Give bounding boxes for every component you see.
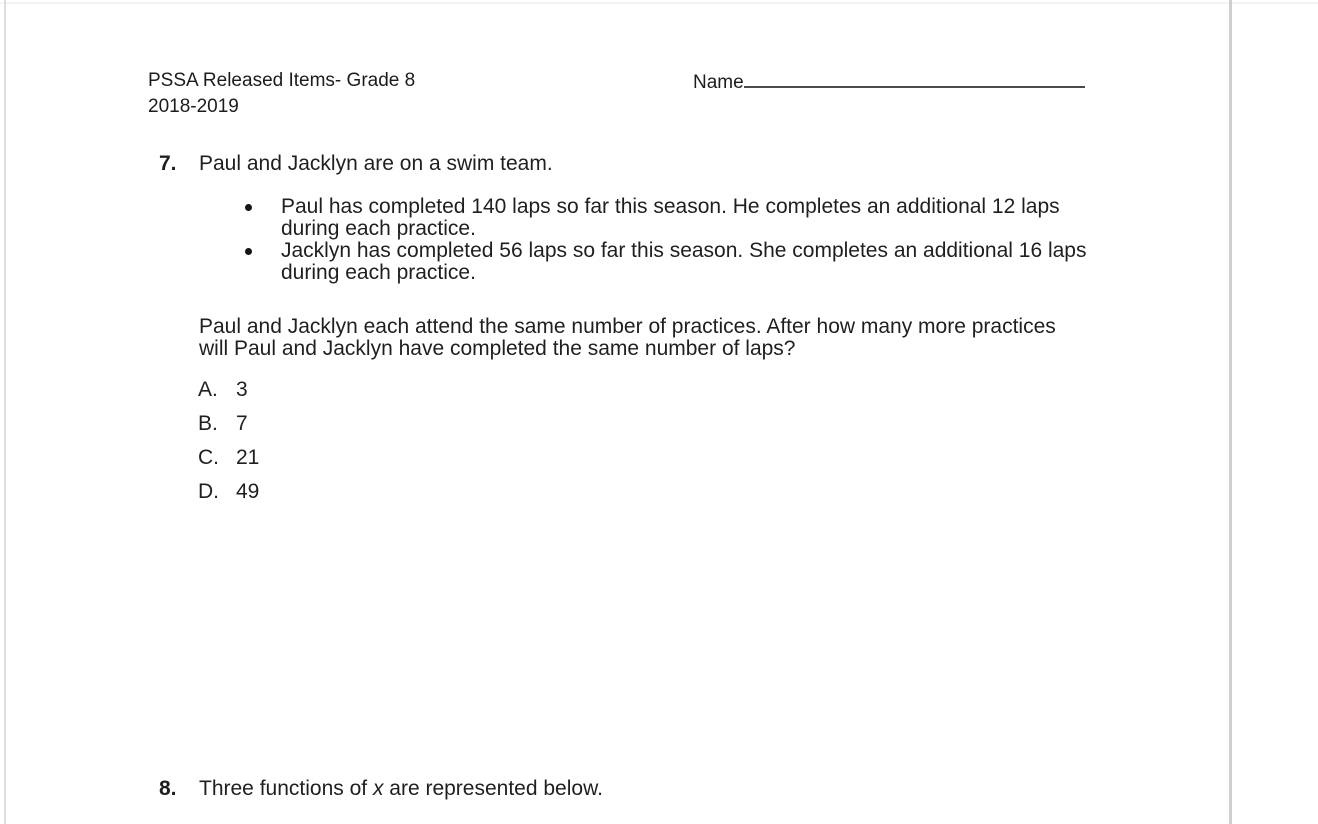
choice-b-value: 7 [236, 412, 248, 435]
question-8-stem [199, 777, 603, 800]
bullet-icon [245, 204, 252, 211]
name-field [693, 69, 1085, 96]
question-7-bullet-list [241, 196, 1098, 284]
choice-c [198, 447, 259, 469]
question-8-stem-suffix: are represented below. [383, 777, 603, 800]
bullet-item-paul-text: Paul has completed 140 laps so far this season. He completes an additional 12 laps during each practice. [281, 195, 1060, 240]
choice-d [198, 481, 259, 503]
question-7-stem: Paul and Jacklyn are on a swim team. [199, 152, 553, 175]
worksheet-header [148, 68, 415, 120]
bullet-icon [245, 248, 252, 255]
bullet-item-paul [241, 196, 1098, 240]
question-7 [159, 153, 553, 175]
choice-a-letter: A. [198, 378, 218, 401]
choice-d-letter: D. [198, 480, 219, 503]
page-left-border [4, 0, 6, 824]
worksheet-year: 2018-2019 [148, 96, 239, 117]
name-label: Name [693, 72, 744, 93]
page-top-border [0, 2, 1318, 4]
question-7-prompt: Paul and Jacklyn each attend the same number of practices. After how many more practices will Paul and Jacklyn have completed the same number of laps? [199, 315, 1056, 360]
choice-d-value: 49 [236, 480, 260, 503]
question-8-stem-prefix: Three functions of [199, 777, 373, 800]
bullet-item-jacklyn-text: Jacklyn has completed 56 laps so far this season. She completes an additional 16 laps during each practice. [281, 239, 1087, 284]
worksheet-title: PSSA Released Items- Grade 8 [148, 70, 416, 91]
name-blank-line [744, 69, 1085, 88]
choice-a-value: 3 [236, 378, 248, 401]
question-7-choices [198, 379, 259, 515]
question-7-number: 7. [159, 152, 177, 175]
bullet-item-jacklyn [241, 240, 1098, 284]
choice-c-value: 21 [236, 446, 260, 469]
choice-a [198, 379, 259, 401]
question-8-stem-variable: x [372, 777, 384, 800]
question-8-number: 8. [159, 777, 177, 800]
question-8 [159, 778, 603, 800]
choice-c-letter: C. [198, 446, 219, 469]
page-right-border [1229, 0, 1232, 824]
choice-b [198, 413, 259, 435]
choice-b-letter: B. [198, 412, 218, 435]
